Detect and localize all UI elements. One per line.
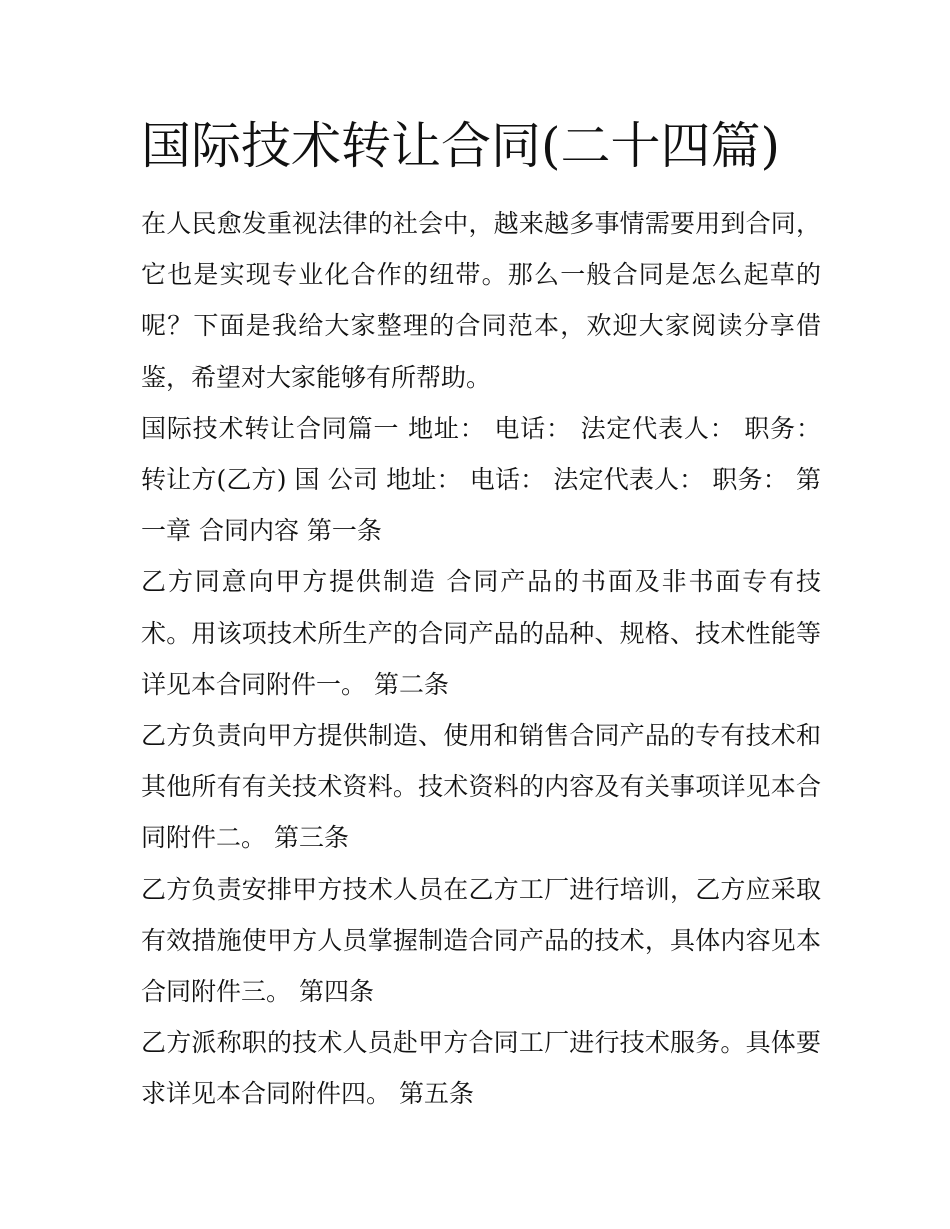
document-body	[141, 198, 821, 1120]
document-title: 国际技术转让合同(二十四篇)	[141, 117, 781, 175]
paragraph-article-1: 乙方同意向甲方提供制造 合同产品的书面及非书面专有技术。用该项技术所生产的合同产品的品种、规格、技术性能等详见本合同附件一。 第二条	[141, 567, 821, 699]
paragraph-article-2: 乙方负责向甲方提供制造、使用和销售合同产品的专有技术和其他所有有关技术资料。技术资料的内容及有关事项详见本合同附件二。 第三条	[141, 721, 821, 853]
paragraph-intro: 在人民愈发重视法律的社会中，越来越多事情需要用到合同，它也是实现专业化合作的纽带。那么一般合同是怎么起草的呢？下面是我给大家整理的合同范本，欢迎大家阅读分享借鉴，希望对大家能够有所帮助。	[141, 209, 821, 392]
paragraph-parties: 国际技术转让合同篇一 地址： 电话： 法定代表人： 职务： 转让方(乙方) 国 公司 地址： 电话： 法定代表人： 职务： 第一章 合同内容 第一条	[141, 413, 821, 546]
paragraph-article-3: 乙方负责安排甲方技术人员在乙方工厂进行培训，乙方应采取有效措施使甲方人员掌握制造合同产品的技术，具体内容见本合同附件三。 第四条	[141, 874, 821, 1007]
paragraph-article-4: 乙方派称职的技术人员赴甲方合同工厂进行技术服务。具体要求详见本合同附件四。 第五条	[141, 1028, 821, 1109]
